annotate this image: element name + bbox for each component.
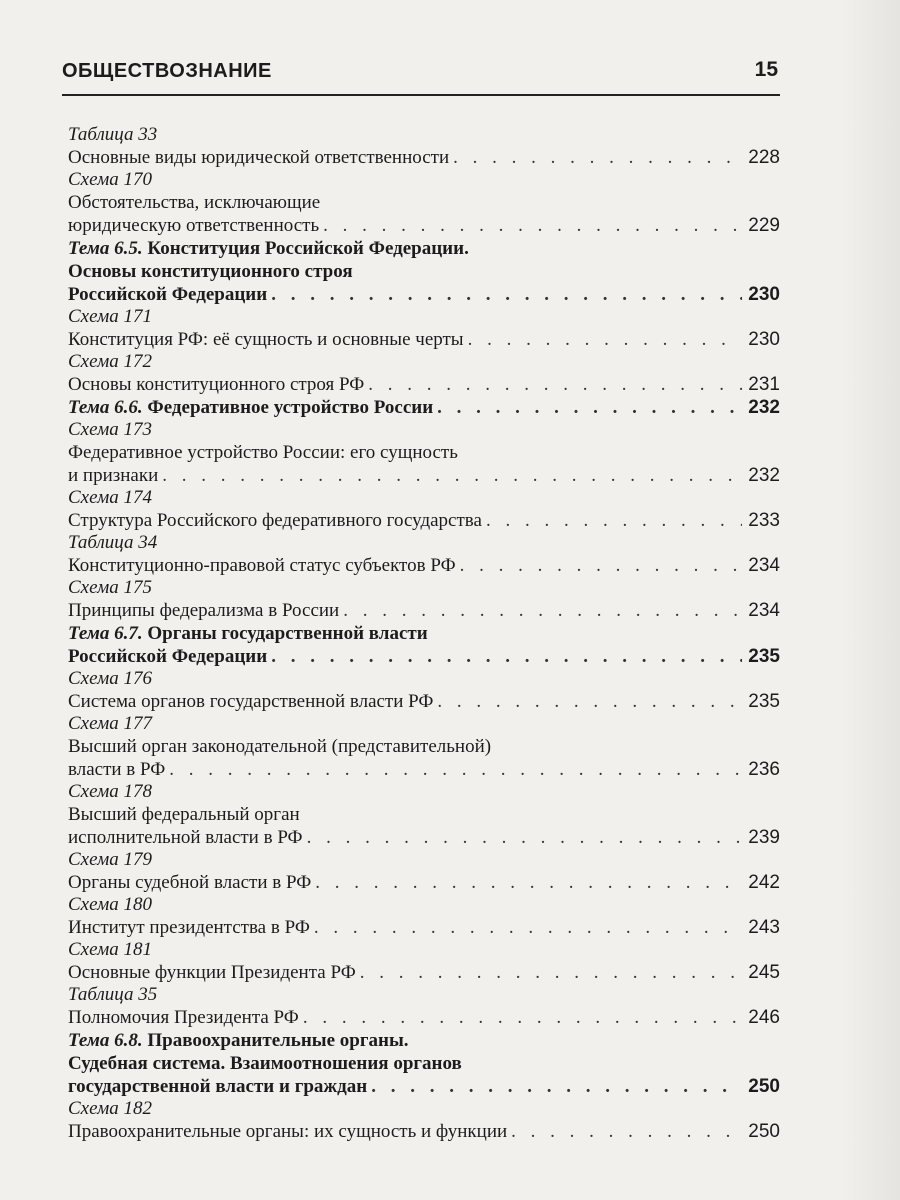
dot-leader <box>303 1006 742 1029</box>
toc-theme <box>68 396 780 419</box>
toc-entry <box>68 351 780 396</box>
entry-line <box>68 758 780 781</box>
entry-line <box>68 961 780 984</box>
entry-page: 239 <box>748 827 780 848</box>
entry-page: 230 <box>748 329 780 350</box>
theme-title: Российской Федерации <box>68 284 268 305</box>
toc-entry <box>68 984 780 1029</box>
toc-entry <box>68 713 780 781</box>
entry-label: Схема 179 <box>68 849 152 870</box>
theme-title: Органы государственной власти <box>142 623 428 644</box>
dot-leader <box>453 146 742 169</box>
entry-label: Таблица 34 <box>68 532 158 553</box>
entry-line <box>68 599 780 622</box>
theme-heading <box>68 1029 780 1052</box>
entry-line <box>68 373 780 396</box>
entry-line <box>68 916 780 939</box>
entry-title: Высший федеральный орган <box>68 804 300 825</box>
dot-leader <box>371 1075 742 1098</box>
entry-page: 246 <box>748 1007 780 1028</box>
entry-title: Конституционно-правовой статус субъектов РФ <box>68 555 456 576</box>
entry-page: 233 <box>748 510 780 531</box>
entry-page: 229 <box>748 215 780 236</box>
toc-theme <box>68 1029 780 1098</box>
entry-line <box>68 690 780 713</box>
entry-page: 231 <box>748 374 780 395</box>
dot-leader <box>271 283 742 306</box>
dot-leader <box>343 599 742 622</box>
entry-title: Обстоятельства, исключающие <box>68 192 321 213</box>
theme-title: Конституция Российской Федерации. <box>142 238 469 259</box>
entry-page: 232 <box>748 397 780 418</box>
toc-entry <box>68 849 780 894</box>
entry-title: исполнительной власти в РФ <box>68 827 303 848</box>
page-header <box>62 56 780 96</box>
entry-page: 228 <box>748 147 780 168</box>
theme-title: Судебная система. Взаимоотношения органов <box>68 1053 462 1074</box>
entry-title: Основные виды юридической ответственности <box>68 147 450 168</box>
toc-theme <box>68 622 780 668</box>
entry-title: Высший орган законодательной (представительной) <box>68 736 492 757</box>
entry-line <box>68 328 780 351</box>
entry-label: Схема 181 <box>68 939 152 960</box>
dot-leader <box>162 464 742 487</box>
entry-title: Принципы федерализма в России <box>68 600 340 621</box>
dot-leader <box>314 916 742 939</box>
entry-page: 245 <box>748 962 780 983</box>
entry-label: Схема 172 <box>68 351 152 372</box>
theme-number: Тема 6.7. <box>68 623 143 644</box>
theme-title: государственной власти и граждан <box>68 1076 368 1097</box>
theme-title: Основы конституционного строя <box>68 261 353 282</box>
toc-entry <box>68 306 780 351</box>
page-number: 15 <box>754 58 778 81</box>
entry-title: Конституция РФ: её сущность и основные черты <box>68 329 464 350</box>
entry-line <box>68 214 780 237</box>
entry-line <box>68 871 780 894</box>
entry-title: Федеративное устройство России: его сущность <box>68 442 458 463</box>
page-edge-shadow <box>840 0 900 1200</box>
entry-title: Основы конституционного строя РФ <box>68 374 365 395</box>
subject-title: ОБЩЕСТВОЗНАНИЕ <box>62 60 272 82</box>
entry-title: и признаки <box>68 465 159 486</box>
entry-label: Схема 177 <box>68 713 152 734</box>
dot-leader <box>307 826 743 849</box>
toc-entry <box>68 532 780 577</box>
entry-page: 230 <box>748 284 780 305</box>
entry-page: 250 <box>748 1076 780 1097</box>
entry-label: Схема 174 <box>68 487 152 508</box>
toc-entry <box>68 419 780 487</box>
entry-label: Таблица 35 <box>68 984 158 1005</box>
entry-page: 235 <box>748 691 780 712</box>
entry-label: Таблица 33 <box>68 124 158 145</box>
theme-heading <box>68 237 780 260</box>
entry-line <box>68 1120 780 1143</box>
entry-line <box>68 464 780 487</box>
entry-title: власти в РФ <box>68 759 166 780</box>
entry-title: Органы судебной власти в РФ <box>68 872 312 893</box>
dot-leader <box>460 554 743 577</box>
entry-label: Схема 182 <box>68 1098 152 1119</box>
entry-page: 250 <box>748 1121 780 1142</box>
entry-label: Схема 178 <box>68 781 152 802</box>
dot-leader <box>437 396 742 419</box>
dot-leader <box>169 758 742 781</box>
entry-title: Основные функции Президента РФ <box>68 962 356 983</box>
entry-page: 235 <box>748 646 780 667</box>
entry-label: Схема 170 <box>68 169 152 190</box>
entry-title: Система органов государственной власти РФ <box>68 691 434 712</box>
theme-title: Российской Федерации <box>68 646 268 667</box>
entry-title: Структура Российского федеративного государства <box>68 510 482 531</box>
entry-label: Схема 173 <box>68 419 152 440</box>
dot-leader <box>511 1120 742 1143</box>
entry-line <box>68 1075 780 1098</box>
theme-title: Федеративное устройство России <box>142 397 434 418</box>
dot-leader <box>271 645 742 668</box>
entry-line <box>68 826 780 849</box>
entry-page: 234 <box>748 600 780 621</box>
table-of-contents <box>68 124 780 1143</box>
entry-line <box>68 509 780 532</box>
entry-title: Правоохранительные органы: их сущность и функции <box>68 1121 508 1142</box>
theme-title: Правоохранительные органы. <box>142 1030 409 1051</box>
theme-number: Тема 6.6. <box>68 397 143 418</box>
dot-leader <box>368 373 742 396</box>
entry-label: Схема 180 <box>68 894 152 915</box>
entry-label: Схема 175 <box>68 577 152 598</box>
dot-leader <box>486 509 742 532</box>
entry-title: Полномочия Президента РФ <box>68 1007 299 1028</box>
theme-number: Тема 6.5. <box>68 238 143 259</box>
dot-leader <box>360 961 743 984</box>
entry-line <box>68 283 780 306</box>
toc-entry <box>68 487 780 532</box>
toc-entry <box>68 124 780 169</box>
toc-entry <box>68 1098 780 1143</box>
entry-page: 236 <box>748 759 780 780</box>
theme-heading <box>68 622 780 645</box>
theme-number: Тема 6.8. <box>68 1030 143 1051</box>
toc-entry <box>68 169 780 237</box>
entry-line <box>68 554 780 577</box>
dot-leader <box>323 214 742 237</box>
entry-title: юридическую ответственность <box>68 215 320 236</box>
entry-line <box>68 396 780 419</box>
entry-label: Схема 171 <box>68 306 152 327</box>
entry-line <box>68 1006 780 1029</box>
entry-page: 234 <box>748 555 780 576</box>
entry-page: 232 <box>748 465 780 486</box>
entry-title: Институт президентства в РФ <box>68 917 310 938</box>
dot-leader <box>437 690 742 713</box>
toc-entry <box>68 939 780 984</box>
toc-theme <box>68 237 780 306</box>
theme-heading <box>68 396 433 419</box>
entry-page: 242 <box>748 872 780 893</box>
toc-entry <box>68 781 780 849</box>
toc-entry <box>68 668 780 713</box>
entry-label: Схема 176 <box>68 668 152 689</box>
entry-line <box>68 146 780 169</box>
entry-page: 243 <box>748 917 780 938</box>
dot-leader <box>468 328 743 351</box>
toc-entry <box>68 577 780 622</box>
dot-leader <box>315 871 742 894</box>
entry-line <box>68 645 780 668</box>
toc-entry <box>68 894 780 939</box>
